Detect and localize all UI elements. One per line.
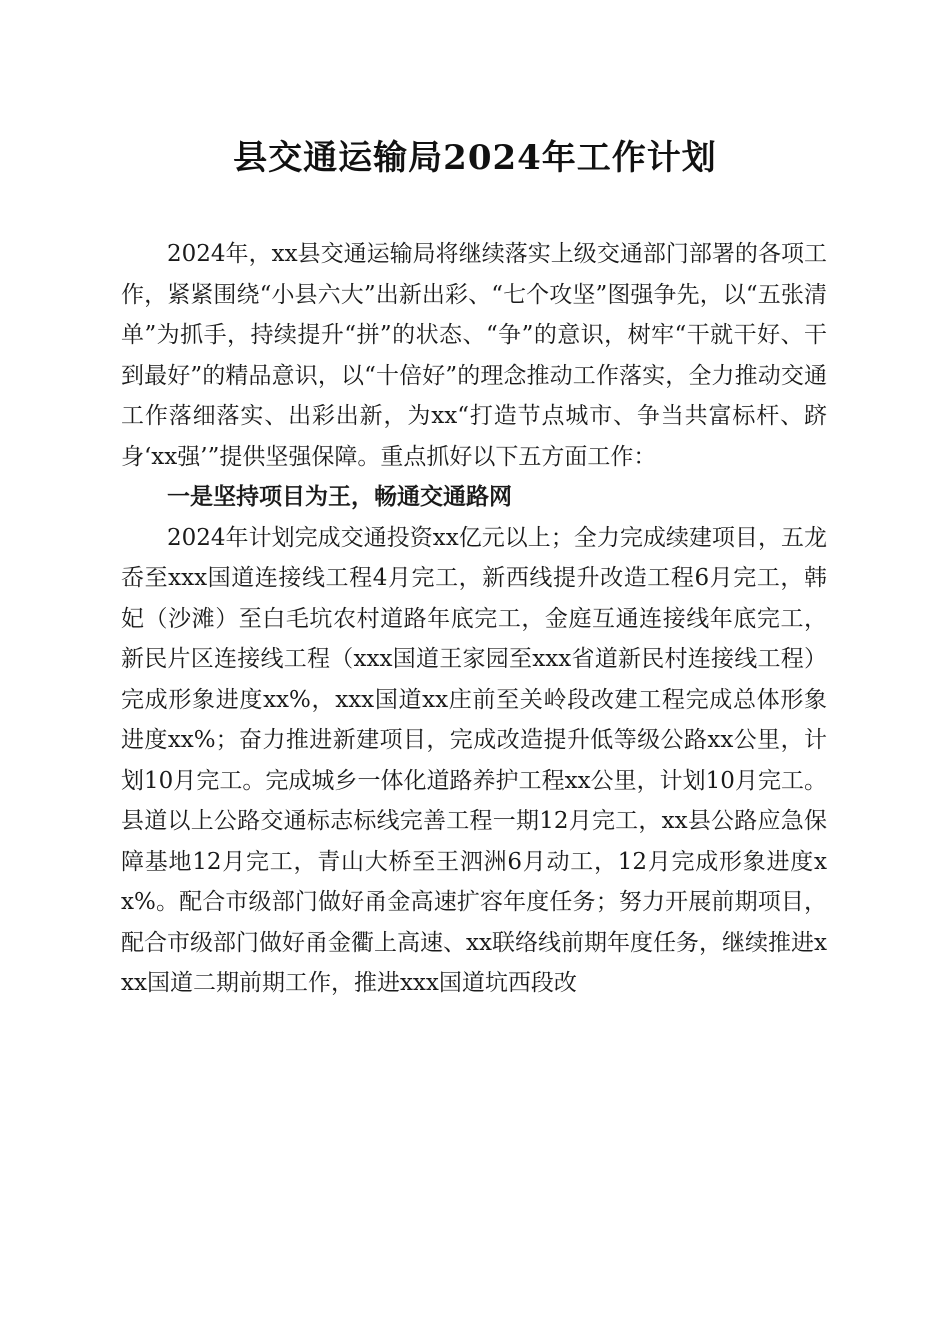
page-title: 县交通运输局2024年工作计划 [233, 138, 717, 178]
section-heading-1: 一是坚持项目为王，畅通交通路网 [167, 483, 512, 510]
paragraph-intro: 2024年，xx县交通运输局将继续落实上级交通部门部署的各项工作，紧紧围绕“小县六大”出新出彩、“七个攻坚”图强争先，以“五张清单”为抓手，持续提升“拼”的状态、“争”的意识，树牢“干就干好、干到最好”的精品意识，以“十倍好”的理念推动工作落实，全力推动交通工作落细落实、出彩出新，为xx“打造节点城市、争当共富标杆、跻身‘xx强’”提供坚强保障。重点抓好以下五方面工作： [121, 241, 827, 470]
document-body [121, 234, 827, 1004]
paragraph-section-1: 2024年计划完成交通投资xx亿元以上；全力完成续建项目，五龙岙至xxx国道连接线工程4月完工，新西线提升改造工程6月完工，韩妃（沙滩）至白毛坑农村道路年底完工，金庭互通连接线年底完工，新民片区连接线工程（xxx国道王家园至xxx省道新民村连接线工程）完成形象进度xx%，xxx国道xx庄前至关岭段改建工程完成总体形象进度xx%；奋力推进新建项目，完成改造提升低等级公路xx公里，计划10月完工。完成城乡一体化道路养护工程xx公里，计划10月完工。县道以上公路交通标志标线完善工程一期12月完工，xx县公路应急保障基地12月完工，青山大桥至王泗洲6月动工，12月完成形象进度xx%。配合市级部门做好甬金高速扩容年度任务；努力开展前期项目，配合市级部门做好甬金衢上高速、xx联络线前期年度任务，继续推进xxx国道二期前期工作，推进xxx国道坑西段改 [121, 524, 827, 996]
